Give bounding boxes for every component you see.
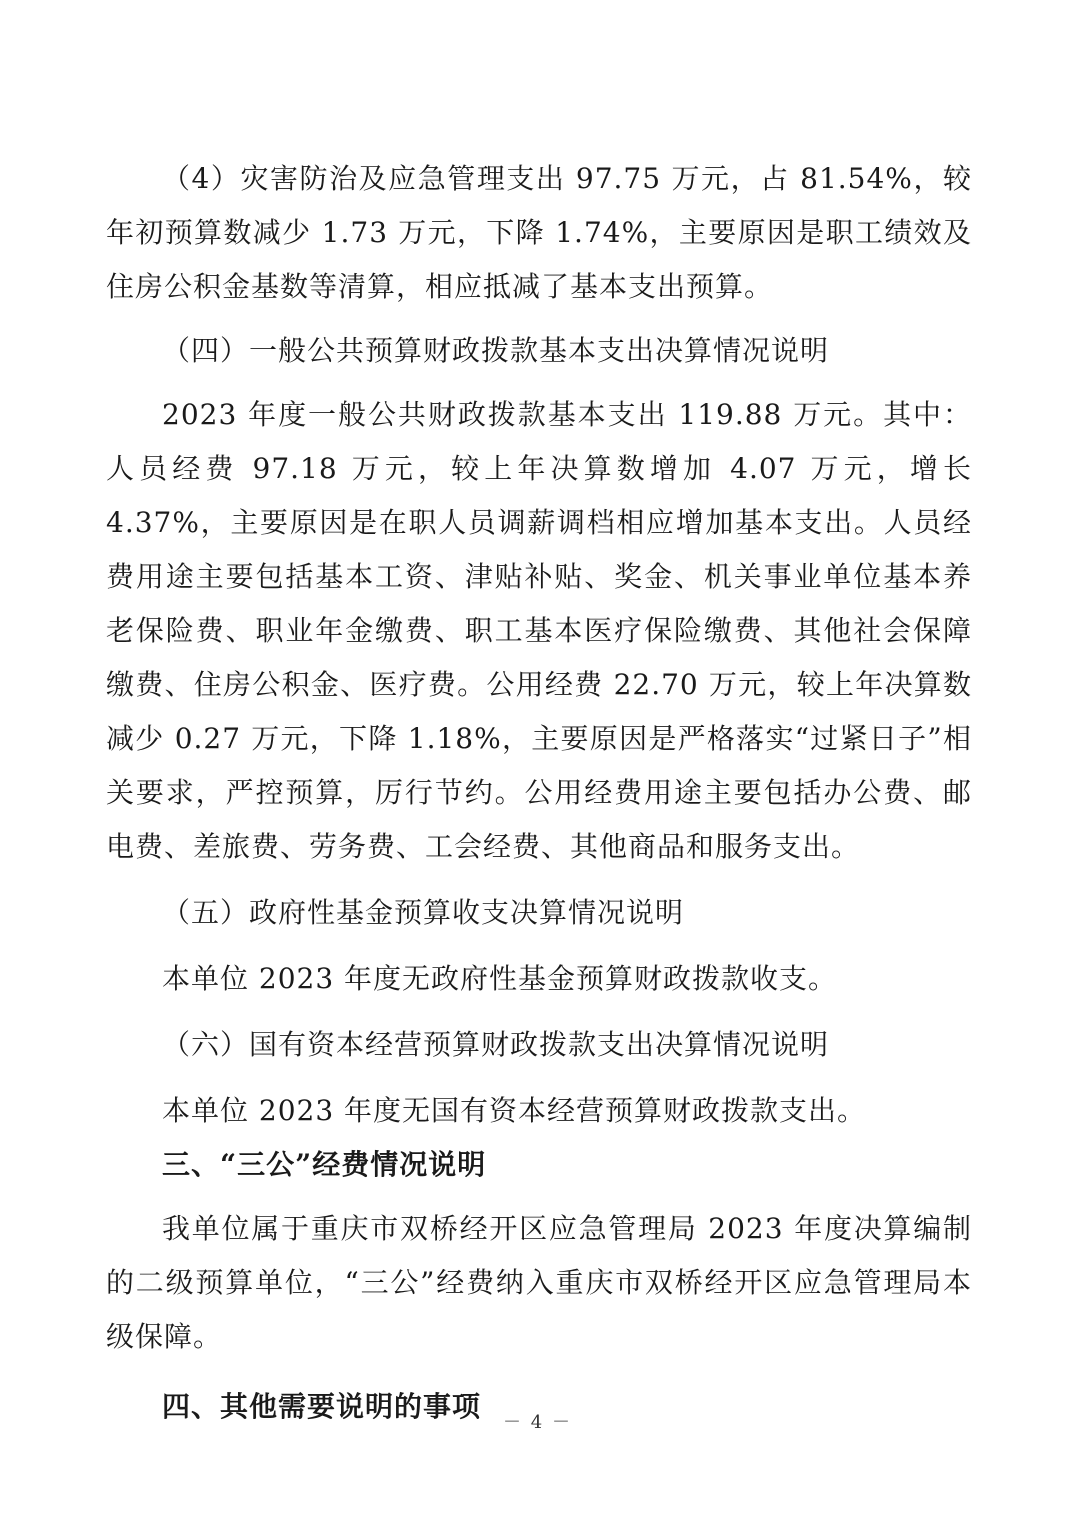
subheading-state-capital: （六）国有资本经营预算财政拨款支出决算情况说明 — [162, 1028, 830, 1061]
paragraph-three-public: 我单位属于重庆市双桥经开区应急管理局 2023 年度决算编制的二级预算单位，“三公”经费纳入重庆市双桥经开区应急管理局本级保障。 — [106, 1212, 972, 1353]
paragraph-state-capital: 本单位 2023 年度无国有资本经营预算财政拨款支出。 — [162, 1094, 867, 1127]
section-heading-three-public: 三、“三公”经费情况说明 — [162, 1148, 487, 1181]
subheading-government-fund: （五）政府性基金预算收支决算情况说明 — [162, 896, 685, 929]
subheading-basic-expenditure: （四）一般公共预算财政拨款基本支出决算情况说明 — [162, 334, 830, 367]
document-body — [106, 152, 972, 1434]
section-heading-other-matters: 四、其他需要说明的事项 — [162, 1390, 482, 1423]
paragraph-disaster-prevention: （4）灾害防治及应急管理支出 97.75 万元，占 81.54%，较年初预算数减少 1.73 万元，下降 1.74%，主要原因是职工绩效及住房公积金基数等清算，相应抵减了基本支出预算。 — [106, 162, 972, 303]
paragraph-basic-expenditure: 2023 年度一般公共财政拨款基本支出 119.88 万元。其中：人员经费 97.18 万元，较上年决算数增加 4.07 万元，增长 4.37%，主要原因是在职人员调薪调档相应增加基本支出。人员经费用途主要包括基本工资、津贴补贴、奖金、机关事业单位基本养老保险费、职业年金缴费、职工基本医疗保险缴费、其他社会保障缴费、住房公积金、医疗费。公用经费 22.70 万元，较上年决算数减少 0.27 万元，下降 1.18%，主要原因是严格落实“过紧日子”相关要求，严控预算，厉行节约。公用经费用途主要包括办公费、邮电费、差旅费、劳务费、工会经费、其他商品和服务支出。 — [106, 398, 972, 863]
page-number: － 4 － — [503, 1412, 572, 1433]
paragraph-government-fund: 本单位 2023 年度无政府性基金预算财政拨款收支。 — [162, 962, 838, 995]
